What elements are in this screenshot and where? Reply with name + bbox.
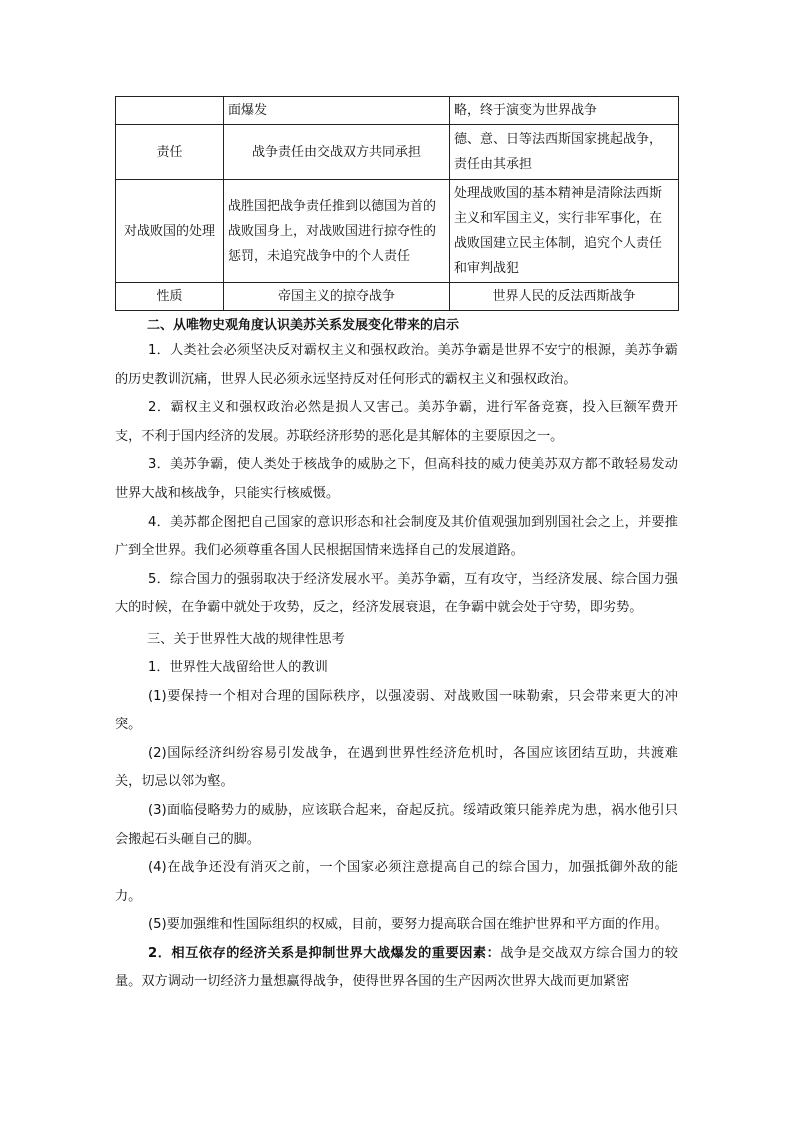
table-cell: 帝国主义的掠夺战争	[224, 283, 450, 311]
paragraph	[115, 940, 678, 997]
paragraph: (5)要加强维和性国际组织的权威，目前，要努力提高联合国在维护世界和平方面的作用。	[148, 917, 668, 933]
paragraph: 2．霸权主义和强权政治必然是损人又害己。美苏争霸，进行军备竞赛，投入巨额军费开支，不利于国内经济的发展。苏联经济形势的恶化是其解体的主要原因之一。	[115, 400, 678, 444]
table-cell: 性质	[116, 283, 224, 311]
paragraph: (1)要保持一个相对合理的国际秩序，以强凌弱、对战败国一味勒索，只会带来更大的冲突。	[115, 688, 678, 733]
paragraph: 4．美苏都企图把自己国家的意识形态和社会制度及其价值观强加到别国社会之上，并要推广到全世界。我们必须尊重各国人民根据国情来选择自己的发展道路。	[115, 514, 678, 559]
paragraph-lead: 2．相互依存的经济关系是抑制世界大战爆发的重要因素：	[148, 945, 501, 961]
paragraph: 3．美苏争霸，使人类处于核战争的威胁之下，但高科技的威力使美苏双方都不敢轻易发动世界大战和核战争，只能实行核威慑。	[115, 457, 678, 501]
table-row	[116, 125, 679, 180]
table-cell: 面爆发	[224, 97, 450, 125]
table-cell: 世界人民的反法西斯战争	[450, 283, 679, 311]
table-row	[116, 283, 679, 311]
table-row	[116, 97, 679, 125]
comparison-table	[115, 96, 679, 311]
paragraph: (3)面临侵略势力的威胁，应该联合起来，奋起反抗。绥靖政策只能养虎为患，祸水他引只会搬起石头砸自己的脚。	[115, 802, 678, 847]
paragraph: (4)在战争还没有消灭之前，一个国家必须注意提高自己的综合国力，加强抵御外敌的能力。	[115, 860, 678, 904]
table-cell: 处理战败国的基本精神是清除法西斯主义和军国主义，实行非军事化，在战败国建立民主体制，追究个人责任和审判战犯	[450, 180, 679, 283]
paragraph-text: 战争是交战双方综合国力的较量。双方调动一切经济力量想赢得战争，使得世界各国的生产因两次世界大战而更加紧密	[115, 945, 678, 990]
table-cell	[116, 97, 224, 125]
subheading: 1．世界性大战留给世人的教训	[148, 659, 328, 675]
section-body	[115, 337, 678, 623]
document-page	[115, 96, 678, 997]
section-heading: 二、从唯物史观角度认识美苏关系发展变化带来的启示	[147, 318, 460, 333]
table-cell: 对战败国的处理	[116, 180, 224, 283]
table-row	[116, 180, 679, 283]
table-cell: 战争责任由交战双方共同承担	[224, 125, 450, 180]
paragraph: 1．人类社会必须坚决反对霸权主义和强权政治。美苏争霸是世界不安宁的根源，美苏争霸的历史教训沉痛，世界人民必须永远坚持反对任何形式的霸权主义和强权政治。	[115, 343, 678, 387]
paragraph: 5．综合国力的强弱取决于经济发展水平。美苏争霸，互有攻守，当经济发展、综合国力强大的时候，在争霸中就处于攻势，反之，经济发展衰退，在争霸中就会处于守势，即劣势。	[115, 571, 678, 616]
table-cell: 德、意、日等法西斯国家挑起战争，责任由其承担	[450, 125, 679, 180]
paragraph: (2)国际经济纠纷容易引发战争，在遇到世界性经济危机时，各国应该团结互助，共渡难关，切忌以邻为壑。	[115, 745, 678, 790]
table-cell: 战胜国把战争责任推到以德国为首的战败国身上，对战败国进行掠夺性的惩罚，未追究战争中的个人责任	[224, 180, 450, 283]
table-cell: 略，终于演变为世界战争	[450, 97, 679, 125]
table-cell: 责任	[116, 125, 224, 180]
section-heading: 三、关于世界性大战的规律性思考	[147, 631, 345, 647]
